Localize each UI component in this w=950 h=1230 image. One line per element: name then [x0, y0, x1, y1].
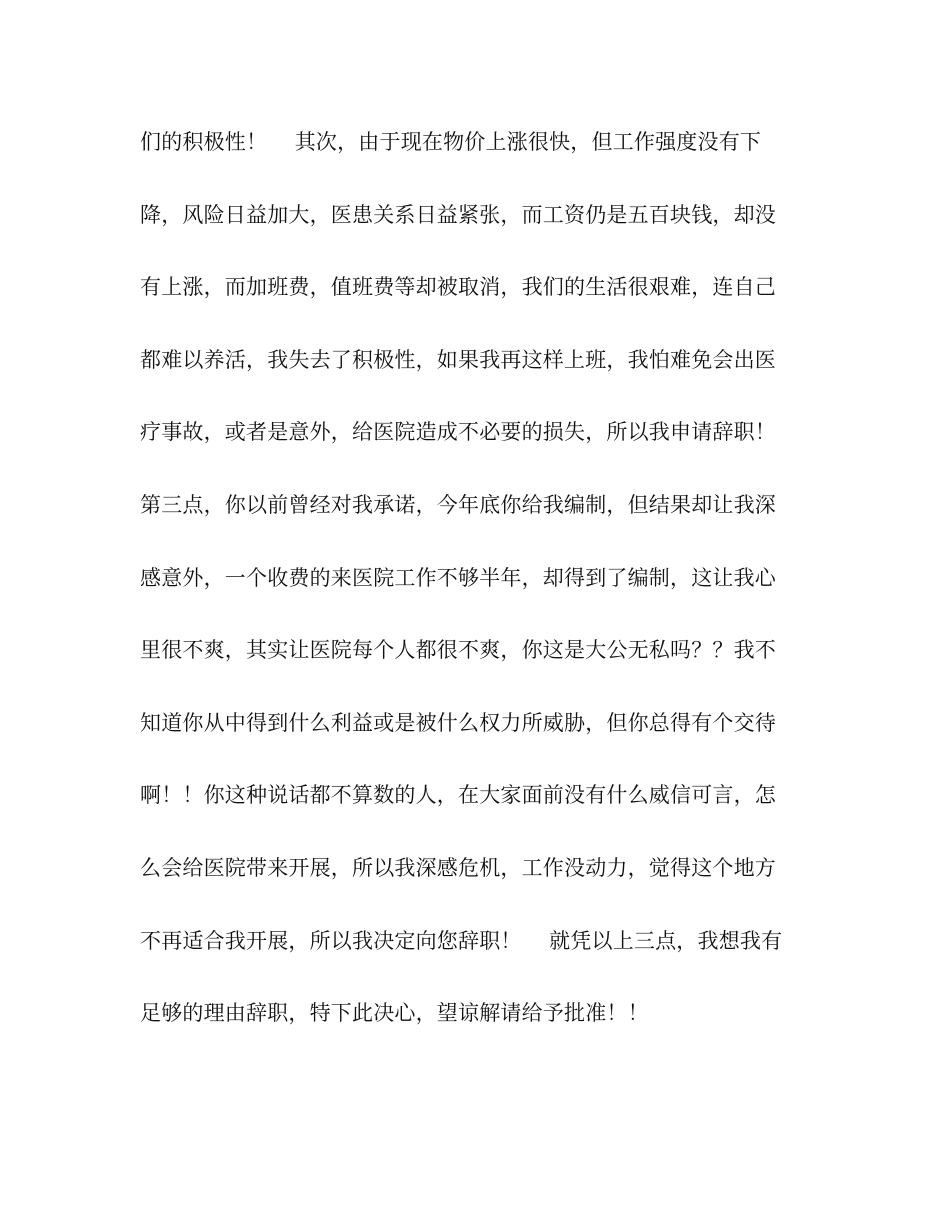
text-line: 啊！！你这种说话都不算数的人，在大家面前没有什么威信可言，怎 [140, 783, 776, 808]
text-line: 们的积极性！ 其次，由于现在物价上涨很快，但工作强度没有下 [140, 130, 762, 154]
text-line: 不再适合我开展，所以我决定向您辞职！ 就凭以上三点，我想我有 [140, 928, 783, 953]
text-line: 有上涨，而加班费，值班费等却被取消，我们的生活很艰难，连自己 [140, 275, 776, 300]
text-line: 降，风险日益加大，医患关系日益紧张，而工资仍是五百块钱，却没 [140, 202, 776, 227]
body-text [140, 120, 820, 1064]
text-line: 都难以养活，我失去了积极性，如果我再这样上班，我怕难免会出医 [140, 347, 776, 372]
text-line: 知道你从中得到什么利益或是被什么权力所威胁，但你总得有个交待 [140, 710, 776, 735]
text-line: 里很不爽，其实让医院每个人都很不爽，你这是大公无私吗？？我不 [140, 638, 776, 663]
text-line: 感意外，一个收费的来医院工作不够半年，却得到了编制，这让我心 [140, 565, 776, 590]
text-line: 么会给医院带来开展，所以我深感危机，工作没动力，觉得这个地方 [140, 855, 776, 880]
text-line: 第三点，你以前曾经对我承诺，今年底你给我编制，但结果却让我深 [140, 492, 776, 517]
text-line: 足够的理由辞职，特下此决心，望谅解请给予批准！！ [140, 1001, 649, 1026]
text-line: 疗事故，或者是意外，给医院造成不必要的损失，所以我申请辞职！ [140, 420, 776, 445]
